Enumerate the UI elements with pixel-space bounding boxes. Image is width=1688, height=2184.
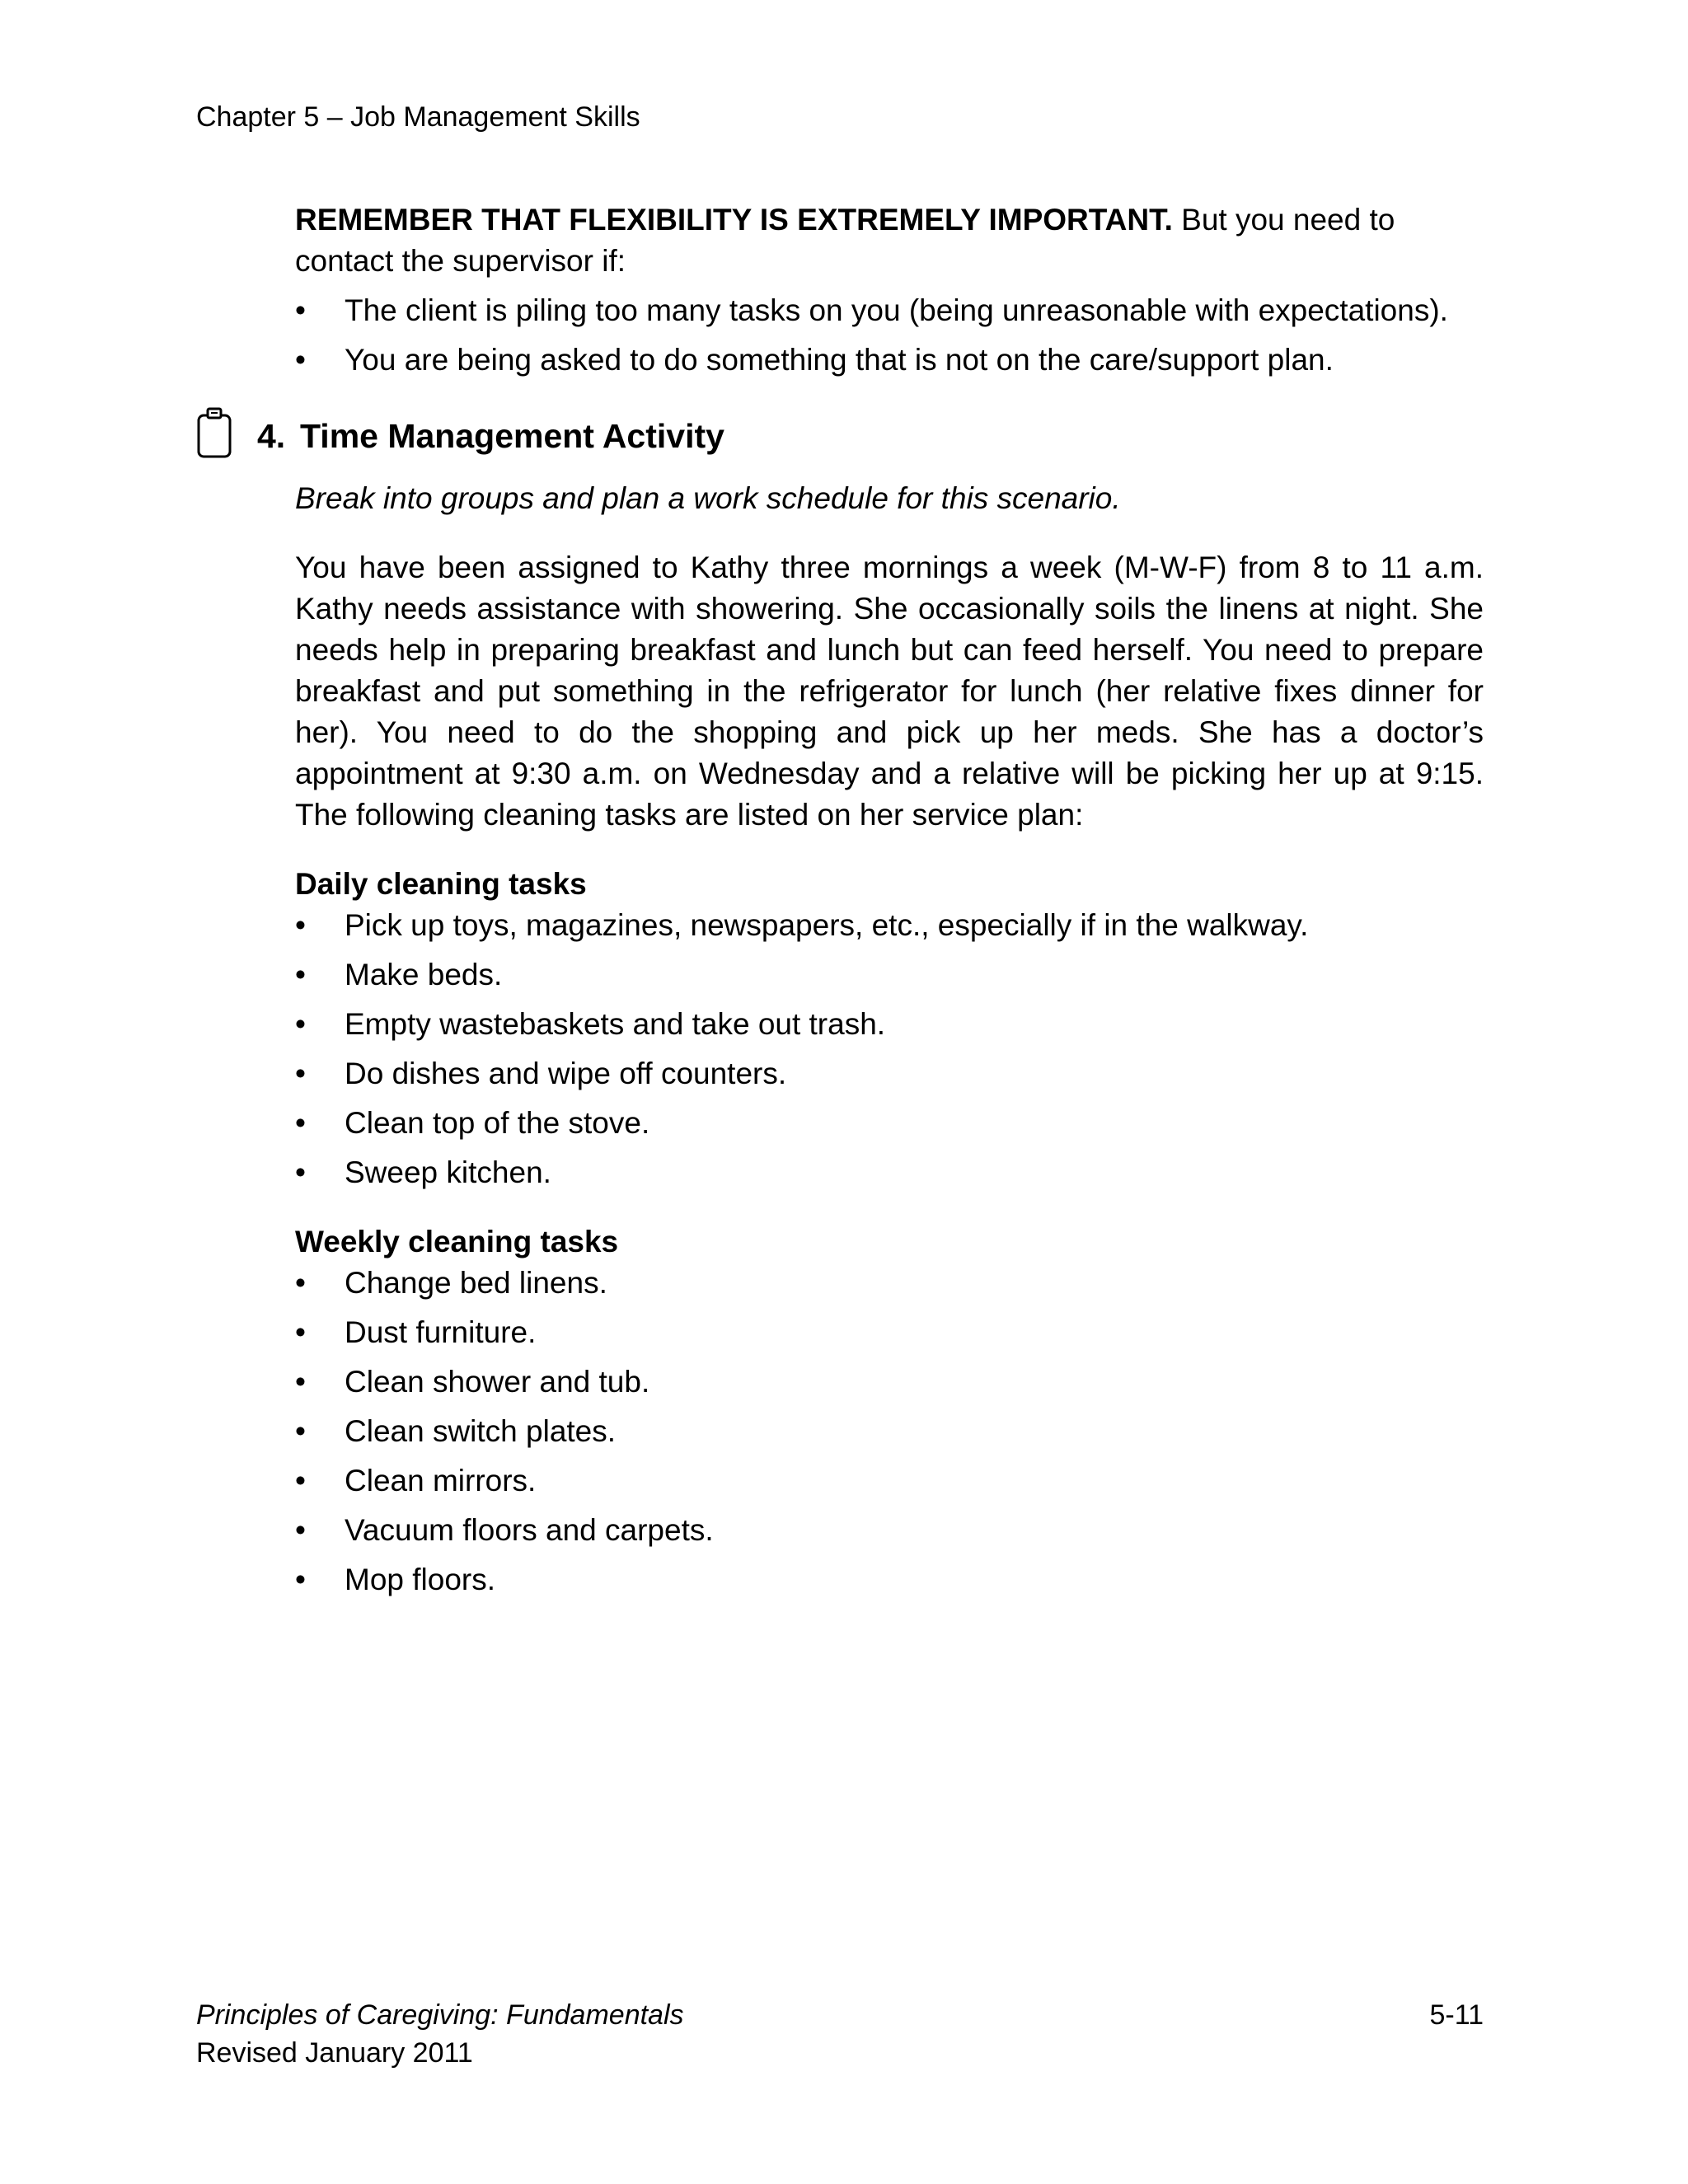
daily-tasks-list: [295, 905, 1484, 1193]
list-item: [295, 1152, 1484, 1193]
list-item-text: Sweep kitchen.: [345, 1155, 551, 1189]
clipboard-icon: [196, 405, 232, 460]
list-item: [295, 954, 1484, 996]
bullet-glyph: •: [295, 1007, 306, 1041]
bullet-glyph: •: [295, 1266, 306, 1300]
list-item: [295, 1053, 1484, 1094]
list-item-text: Vacuum floors and carpets.: [345, 1513, 714, 1547]
list-item-text: The client is piling too many tasks on you (being unreasonable with expectations).: [345, 293, 1448, 327]
weekly-tasks-heading: Weekly cleaning tasks: [295, 1225, 619, 1258]
list-item: [295, 290, 1484, 331]
bullet-glyph: •: [295, 958, 306, 991]
chapter-header: Chapter 5 – Job Management Skills: [196, 101, 640, 133]
list-item: [295, 1411, 1484, 1452]
list-item-text: Pick up toys, magazines, newspapers, etc., especially if in the walkway.: [345, 908, 1309, 942]
page-number: 5-11: [1429, 1999, 1484, 2031]
bullet-glyph: •: [295, 1365, 306, 1399]
list-item: [295, 1263, 1484, 1304]
list-item-text: Clean switch plates.: [345, 1414, 617, 1448]
bullet-glyph: •: [295, 1414, 306, 1448]
footer-left: [196, 1996, 684, 2072]
list-item: [295, 905, 1484, 946]
footer-revised-date: Revised January 2011: [196, 2037, 473, 2069]
bullet-glyph: •: [295, 908, 306, 942]
bullet-glyph: •: [295, 1057, 306, 1090]
bullet-glyph: •: [295, 1563, 306, 1596]
section-heading: [196, 412, 724, 460]
section-title: [257, 413, 724, 459]
activity-instruction: Break into groups and plan a work schedule for this scenario.: [295, 481, 1121, 515]
list-item: [295, 1312, 1484, 1353]
scenario-paragraph: You have been assigned to Kathy three mornings a week (M-W-F) from 8 to 11 a.m. Kathy needs assistance with showering. She occasionally soils the linens at night. She needs help in preparing breakfast and lunch but can feed herself. You need to prepare breakfast and put something in the refrigerator for lunch (her relative fixes dinner for her). You need to do the shopping and pick up her meds. She has a doctor’s appointment at 9:30 a.m. on Wednesday and a relative will be picking her up at 9:15. The following cleaning tasks are listed on her service plan:: [295, 551, 1484, 832]
intro-paragraph: [295, 199, 1484, 282]
list-item: [295, 1103, 1484, 1144]
list-item: [295, 1559, 1484, 1601]
list-item-text: Empty wastebaskets and take out trash.: [345, 1007, 886, 1041]
section-title-text: Time Management Activity: [300, 417, 724, 455]
bullet-glyph: •: [295, 343, 306, 377]
list-item: [295, 1004, 1484, 1045]
footer-book-title: Principles of Caregiving: Fundamentals: [196, 1999, 684, 2031]
list-item-text: Dust furniture.: [345, 1315, 537, 1349]
list-item-text: Mop floors.: [345, 1563, 496, 1596]
list-item: [295, 340, 1484, 381]
bullet-glyph: •: [295, 293, 306, 327]
flexibility-warning: REMEMBER THAT FLEXIBILITY IS EXTREMELY IMPORTANT.: [295, 203, 1173, 237]
list-item-text: Clean shower and tub.: [345, 1365, 650, 1399]
list-item: [295, 1361, 1484, 1403]
list-item-text: You are being asked to do something that is not on the care/support plan.: [345, 343, 1334, 377]
list-item: [295, 1510, 1484, 1551]
list-item: [295, 1460, 1484, 1502]
weekly-tasks-list: [295, 1263, 1484, 1601]
section-number: 4.: [257, 417, 286, 455]
list-item-text: Change bed linens.: [345, 1266, 607, 1300]
intro-rest-text: But you need to contact the supervisor if:: [295, 203, 1395, 278]
bullet-glyph: •: [295, 1513, 306, 1547]
bullet-glyph: •: [295, 1315, 306, 1349]
bullet-glyph: •: [295, 1106, 306, 1140]
list-item-text: Clean top of the stove.: [345, 1106, 650, 1140]
bullet-glyph: •: [295, 1155, 306, 1189]
list-item-text: Make beds.: [345, 958, 503, 991]
daily-tasks-heading: Daily cleaning tasks: [295, 867, 587, 901]
list-item-text: Clean mirrors.: [345, 1464, 537, 1497]
list-item-text: Do dishes and wipe off counters.: [345, 1057, 787, 1090]
section-body: [295, 478, 1484, 1601]
bullet-glyph: •: [295, 1464, 306, 1497]
intro-bullet-list: [295, 290, 1484, 381]
intro-section: [295, 199, 1484, 381]
